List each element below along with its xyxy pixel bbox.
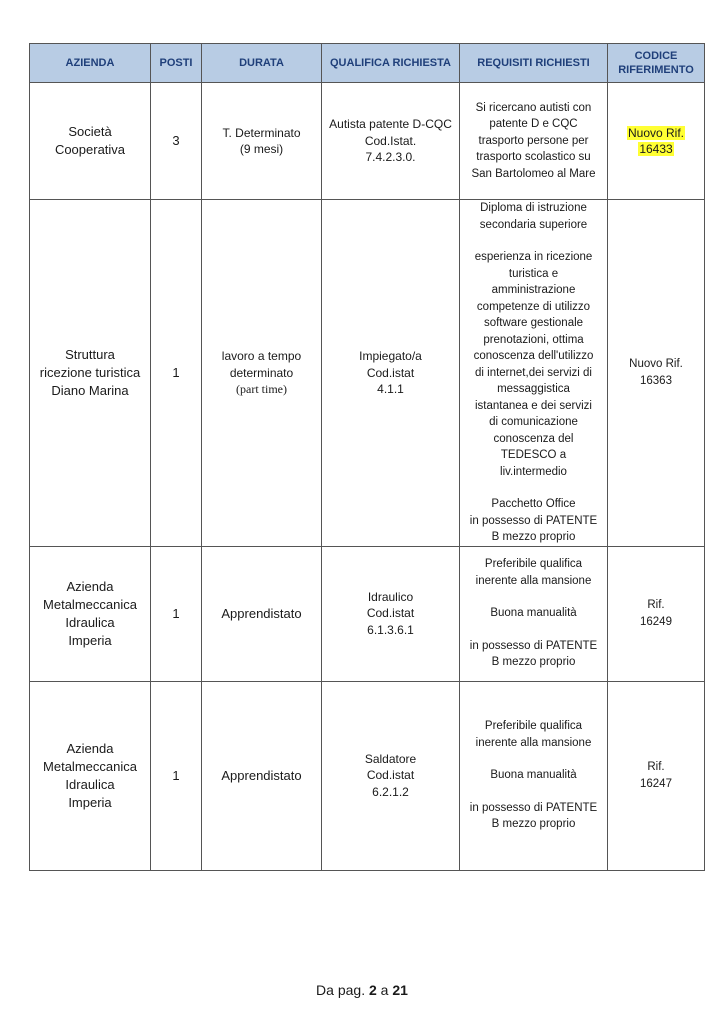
- cell-codice: [608, 83, 705, 200]
- highlighted-ref-number: 16433: [639, 142, 673, 156]
- cell-durata: T. Determinato (9 mesi): [202, 83, 322, 200]
- footer-prefix: Da pag.: [316, 982, 366, 998]
- table-header-row: [30, 44, 705, 83]
- table-row: [30, 546, 705, 681]
- header-posti: POSTI: [151, 44, 202, 83]
- header-durata: DURATA: [202, 44, 322, 83]
- cell-durata: lavoro a tempo determinato (part time): [202, 200, 322, 547]
- cell-requisiti: Si ricercano autisti con patente D e CQC trasporto persone per trasporto scolastico su San Bartolomeo al Mare: [460, 83, 608, 200]
- cell-azienda: Società Cooperativa: [30, 83, 151, 200]
- page-footer: [0, 982, 724, 998]
- cell-azienda: Struttura ricezione turistica Diano Marina: [30, 200, 151, 547]
- cell-azienda: Azienda Metalmeccanica Idraulica Imperia: [30, 681, 151, 870]
- header-qualifica: QUALIFICA RICHIESTA: [322, 44, 460, 83]
- footer-total-pages: 21: [392, 982, 408, 998]
- cell-qualifica: Autista patente D-CQC Cod.Istat. 7.4.2.3.0.: [322, 83, 460, 200]
- footer-page-number: 2: [368, 982, 377, 998]
- cell-requisiti: Preferibile qualifica inerente alla mansione Buona manualità in possesso di PATENTE B mezzo proprio: [460, 546, 608, 681]
- cell-codice: Nuovo Rif. 16363: [608, 200, 705, 547]
- cell-posti: 1: [151, 546, 202, 681]
- cell-requisiti: Preferibile qualifica inerente alla mansione Buona manualità in possesso di PATENTE B mezzo proprio: [460, 681, 608, 870]
- cell-durata: Apprendistato: [202, 546, 322, 681]
- footer-separator: a: [380, 982, 389, 998]
- job-offers-table: [29, 43, 705, 871]
- cell-requisiti: Diploma di istruzione secondaria superiore esperienza in ricezione turistica e amministrazione competenze di utilizzo software gestionale prenotazioni, ottima conoscenza dell'utilizzo di internet,dei servizi di messaggistica istantanea e dei servizi di comunicazione conoscenza del TEDESCO a liv.intermedio Pacchetto Office in possesso di PATENTE B mezzo proprio: [460, 200, 608, 547]
- cell-codice: Rif. 16249: [608, 546, 705, 681]
- cell-qualifica: Impiegato/a Cod.istat 4.1.1: [322, 200, 460, 547]
- cell-posti: 1: [151, 681, 202, 870]
- cell-qualifica: Idraulico Cod.istat 6.1.3.6.1: [322, 546, 460, 681]
- cell-durata: Apprendistato: [202, 681, 322, 870]
- header-azienda: AZIENDA: [30, 44, 151, 83]
- table-row: [30, 681, 705, 870]
- cell-posti: 3: [151, 83, 202, 200]
- cell-codice: Rif. 16247: [608, 681, 705, 870]
- highlighted-ref: Nuovo Rif.: [627, 125, 685, 140]
- cell-qualifica: Saldatore Cod.istat 6.2.1.2: [322, 681, 460, 870]
- header-requisiti: REQUISITI RICHIESTI: [460, 44, 608, 83]
- table-row: [30, 200, 705, 547]
- header-codice-line: CODICE RIFERIMENTO: [618, 50, 694, 76]
- cell-azienda: Azienda Metalmeccanica Idraulica Imperia: [30, 546, 151, 681]
- table-row: [30, 83, 705, 200]
- header-codice: [608, 44, 705, 83]
- cell-posti: 1: [151, 200, 202, 547]
